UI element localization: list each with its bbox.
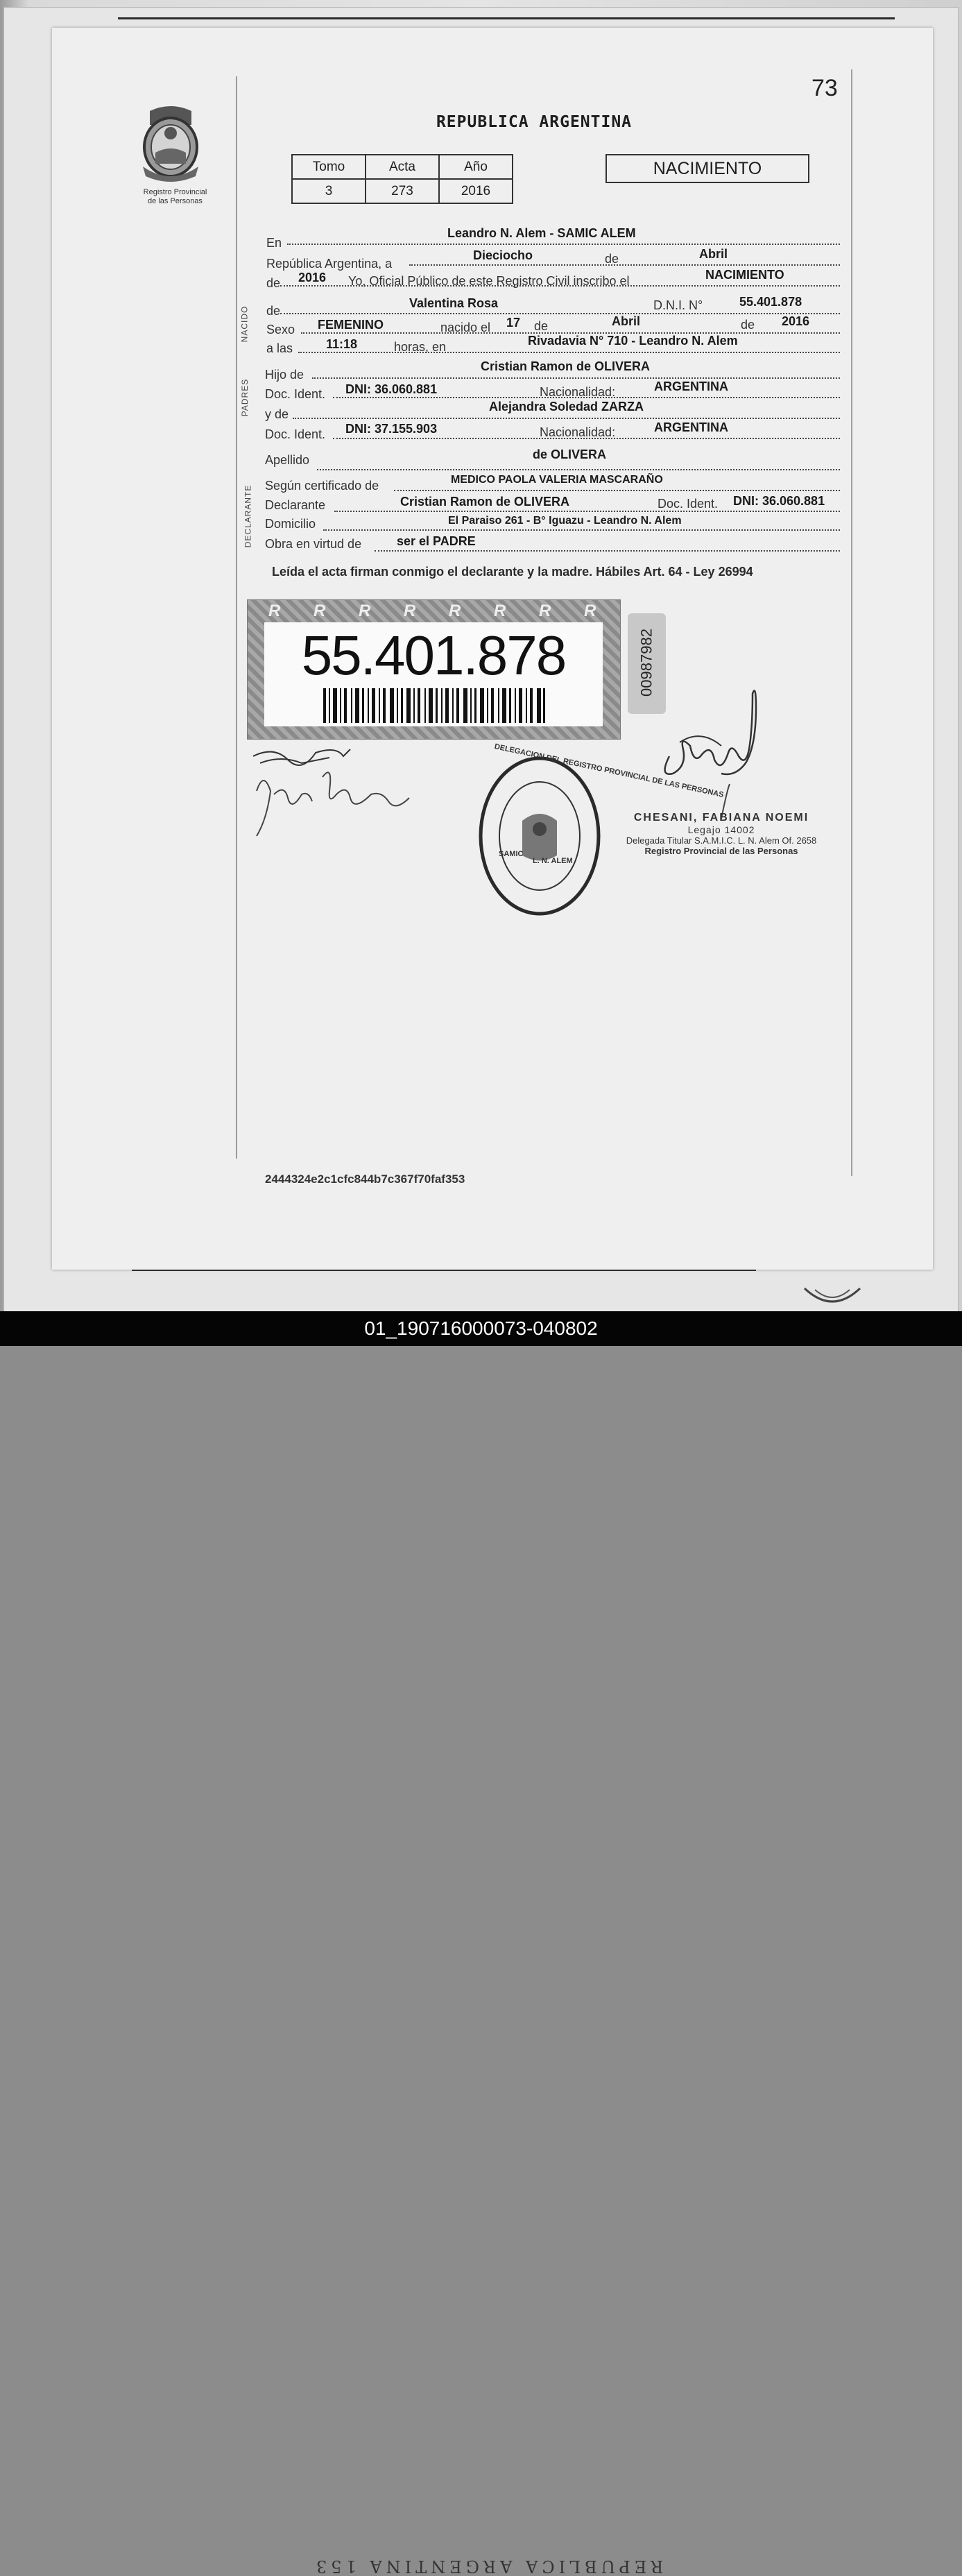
label-de: de xyxy=(605,252,619,266)
value-birth-month: Abril xyxy=(612,314,641,328)
field-rule xyxy=(298,351,840,353)
page-number: 73 xyxy=(811,75,838,101)
barcode-icon xyxy=(323,688,545,723)
value-time: 11:18 xyxy=(326,337,358,351)
security-pattern-glyph: R xyxy=(449,602,461,620)
label-a-las: a las xyxy=(266,341,293,355)
label-horas-en: horas, en xyxy=(394,340,447,354)
security-pattern-glyph: R xyxy=(539,602,551,620)
scan-filename: 01_190716000073-040802 xyxy=(0,1311,962,1346)
label-nacionalidad: Nacionalidad: xyxy=(540,425,616,439)
field-rule xyxy=(375,549,840,552)
declarant-signature-icon xyxy=(246,742,420,839)
value-sex: FEMENINO xyxy=(318,318,384,332)
value-declarant-doc: DNI: 36.060.881 xyxy=(733,494,825,508)
register-value: 2016 xyxy=(439,179,513,203)
label-segun: Según certificado de xyxy=(265,479,379,493)
underlying-mirrored-text: REPUBLICA ARGENTINA 153 xyxy=(312,2557,664,2576)
security-pattern-glyph: R xyxy=(494,602,506,620)
sticker-dni-number: 55.401.878 xyxy=(301,624,566,686)
label-dni: D.N.I. N° xyxy=(653,298,703,312)
field-rule xyxy=(287,243,840,245)
label-doc-ident: Doc. Ident. xyxy=(658,497,719,511)
value-father: Cristian Ramon de OLIVERA xyxy=(481,359,651,373)
field-rule xyxy=(409,264,840,266)
field-rule xyxy=(317,468,840,470)
label-obra: Obra en virtud de xyxy=(265,537,362,551)
value-act: NACIMIENTO xyxy=(705,268,784,282)
value-place: Leandro N. Alem - SAMIC ALEM xyxy=(447,226,636,240)
official-registry: Registro Provincial de las Personas xyxy=(644,846,798,856)
value-father-nationality: ARGENTINA xyxy=(654,379,728,393)
field-rule xyxy=(394,489,840,491)
margin-rule-left xyxy=(236,76,237,1159)
label-nacido-el: nacido el xyxy=(440,321,491,334)
value-father-doc: DNI: 36.060.881 xyxy=(345,382,438,396)
registry-seal xyxy=(474,751,605,921)
value-birth-place: Rivadavia N° 710 - Leandro N. Alem xyxy=(528,334,738,348)
crest-caption-line: Registro Provincial xyxy=(143,188,207,196)
value-year: 2016 xyxy=(298,271,327,284)
margin-rule-right xyxy=(851,69,852,1176)
seal-text-samic: SAMIC xyxy=(499,850,524,858)
legal-note: Leída el acta firman conmigo el declarante y la madre. Hábiles Art. 64 - Ley 26994 xyxy=(272,565,753,579)
label-y-de: y de xyxy=(265,407,289,421)
seal-text-ring: DELEGACION DEL REGISTRO PROVINCIAL DE LAS PERSONAS xyxy=(493,742,725,800)
label-declarante: Declarante xyxy=(265,498,326,512)
security-pattern-glyph: R xyxy=(359,602,371,620)
dni-sticker xyxy=(247,599,621,740)
register-value: 273 xyxy=(366,179,439,203)
underlying-sheet-rule xyxy=(118,17,895,19)
serial-number: 00987982 xyxy=(637,629,655,697)
label-nacionalidad: Nacionalidad: xyxy=(540,385,616,399)
label-oficial: Yo, Oficial Público de este Registro Civil inscribo el xyxy=(348,274,630,288)
document-hash: 2444324e2c1cfc844b7c367f70faf353 xyxy=(265,1172,465,1186)
side-label-padres: PADRES xyxy=(240,378,250,417)
seal-text-alem: L. N. ALEM xyxy=(533,857,573,865)
label-republica: República Argentina, a xyxy=(266,257,393,271)
register-value: 3 xyxy=(292,179,366,203)
official-name: CHESANI, FABIANA NOEMI xyxy=(633,812,809,824)
value-name: Valentina Rosa xyxy=(409,296,499,310)
label-doc-ident: Doc. Ident. xyxy=(265,387,326,401)
label-de: de xyxy=(741,318,755,332)
register-header: Tomo xyxy=(292,155,366,179)
security-pattern-glyph: R xyxy=(404,602,416,620)
value-month: Abril xyxy=(699,247,728,261)
value-birth-day: 17 xyxy=(506,316,521,330)
field-rule xyxy=(312,377,840,379)
official-legajo: Legajo 14002 xyxy=(687,824,755,835)
official-signature-icon xyxy=(652,680,770,819)
record-type-box: NACIMIENTO xyxy=(605,154,809,183)
value-day-words: Dieciocho xyxy=(473,248,533,262)
side-label-declarante: DECLARANTE xyxy=(243,484,253,548)
side-label-nacido: NACIDO xyxy=(239,305,250,343)
sticker-label xyxy=(264,622,603,726)
security-pattern-glyph: R xyxy=(268,602,281,620)
value-mother-nationality: ARGENTINA xyxy=(654,420,728,434)
register-header: Acta xyxy=(366,155,439,179)
register-header-row xyxy=(292,155,513,179)
label-de: de xyxy=(266,304,281,318)
value-dni: 55.401.878 xyxy=(739,295,802,309)
field-rule xyxy=(323,529,840,531)
document-title: REPUBLICA ARGENTINA xyxy=(436,113,633,131)
label-en: En xyxy=(266,236,282,250)
value-birth-year: 2016 xyxy=(782,314,810,328)
label-domicilio: Domicilio xyxy=(265,517,316,531)
value-certificate: MEDICO PAOLA VALERIA MASCARAÑO xyxy=(451,474,663,486)
field-rule xyxy=(293,417,840,419)
value-mother-doc: DNI: 37.155.903 xyxy=(345,422,438,436)
underlying-seal-icon xyxy=(801,1287,864,1311)
crest-caption-line: de las Personas xyxy=(148,197,203,205)
label-hijo-de: Hijo de xyxy=(265,368,304,382)
label-apellido: Apellido xyxy=(265,453,310,467)
label-sexo: Sexo xyxy=(266,323,295,336)
label-de: de xyxy=(266,276,281,290)
field-rule xyxy=(280,312,840,314)
value-by-virtue: ser el PADRE xyxy=(397,534,476,548)
label-doc-ident: Doc. Ident. xyxy=(265,427,326,441)
value-surname: de OLIVERA xyxy=(533,447,607,461)
provincial-crest-icon xyxy=(136,104,205,186)
label-de: de xyxy=(534,319,549,333)
official-stamp xyxy=(603,812,839,856)
official-position: Delegada Titular S.A.M.I.C. L. N. Alem Of. 2658 xyxy=(626,835,817,846)
security-pattern-glyph: R xyxy=(584,602,596,620)
register-header: Año xyxy=(439,155,513,179)
security-pattern-glyph: R xyxy=(313,602,326,620)
value-mother: Alejandra Soledad ZARZA xyxy=(489,400,644,413)
value-address: El Paraiso 261 - B° Iguazu - Leandro N. Alem xyxy=(448,515,682,527)
register-table xyxy=(291,154,513,204)
value-declarant: Cristian Ramon de OLIVERA xyxy=(400,495,570,509)
field-rule xyxy=(334,510,840,512)
register-value-row xyxy=(292,179,513,203)
crest-caption xyxy=(125,188,225,206)
